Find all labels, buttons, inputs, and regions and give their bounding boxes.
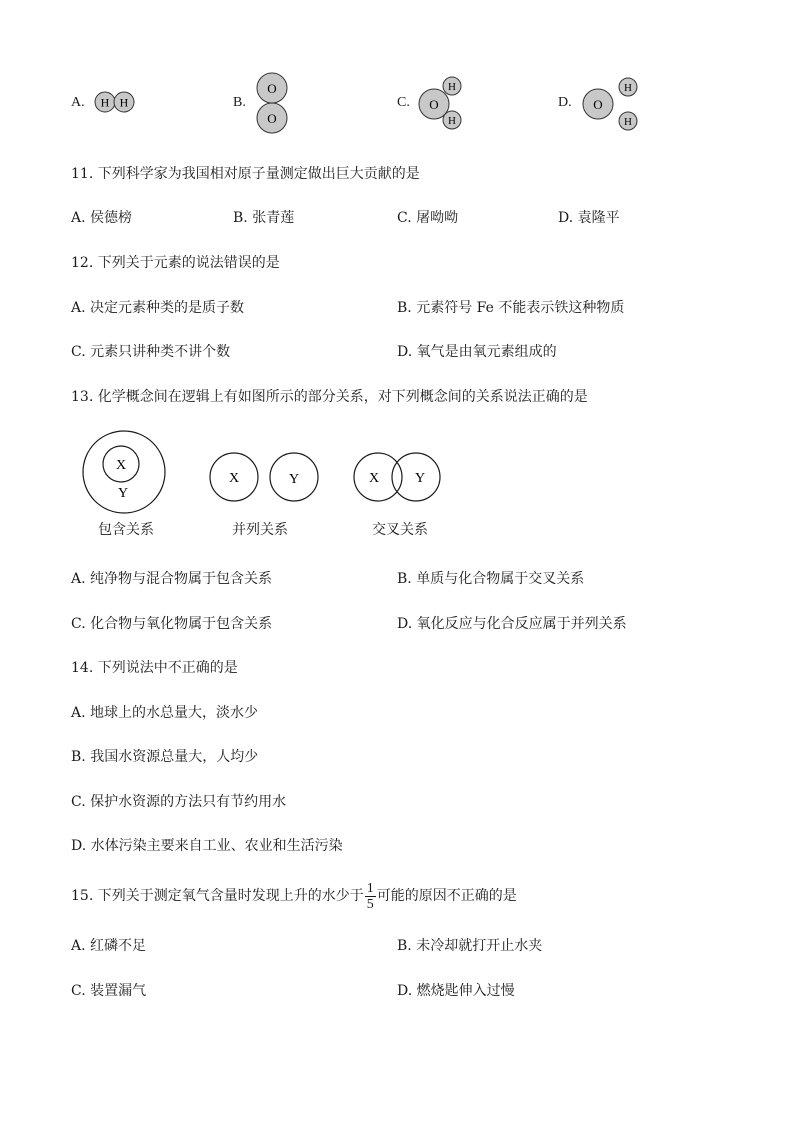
q15-fraction-denominator: 5 — [366, 896, 374, 912]
q13-option-b: B. 单质与化合物属于交叉关系 — [397, 571, 585, 587]
q13-option-d: D. 氧化反应与化合反应属于并列关系 — [397, 616, 627, 632]
q10-option-b-model — [253, 70, 293, 136]
q13-diagram-label-containment: 包含关系 — [98, 522, 154, 538]
q12-option-d: D. 氧气是由氧元素组成的 — [397, 344, 557, 360]
q14-option-a: A. 地球上的水总量大，淡水少 — [71, 705, 259, 721]
parallel-x-label: X — [228, 471, 240, 486]
q13-option-c: C. 化合物与氧化物属于包含关系 — [71, 616, 273, 632]
q12-option-c: C. 元素只讲种类不讲个数 — [71, 344, 231, 360]
q14-option-d: D. 水体污染主要来自工业、农业和生活污染 — [71, 838, 343, 854]
q13-diagram-label-intersection: 交叉关系 — [372, 522, 428, 538]
q15-question-text-after: 可能的原因不正确的是 — [376, 888, 517, 904]
q15-option-b: B. 未冷却就打开止水夹 — [397, 938, 543, 954]
q13-diagram-label-parallel: 并列关系 — [232, 522, 288, 538]
intersection-x-label: X — [368, 471, 380, 486]
intersection-y-label: Y — [414, 471, 426, 486]
q10-b-atom-2: O — [267, 111, 277, 126]
q15-fraction-numerator: 1 — [366, 880, 374, 896]
q14-option-b: B. 我国水资源总量大，人均少 — [71, 749, 259, 765]
q10-option-d-model — [580, 74, 644, 132]
q13-question: 13. 化学概念间在逻辑上有如图所示的部分关系，对下列概念间的关系说法正确的是 — [71, 389, 588, 405]
q10-d-atom-3: H — [624, 116, 632, 128]
q10-option-c-model — [416, 74, 466, 132]
q10-c-atom-1: O — [429, 97, 439, 112]
q11-option-d: D. 袁隆平 — [558, 210, 620, 226]
q10-c-atom-2: H — [448, 81, 456, 93]
q10-d-atom-1: O — [593, 97, 603, 112]
q10-a-atom-2: H — [119, 95, 129, 110]
q15-option-c: C. 装置漏气 — [71, 983, 147, 999]
q15-question — [71, 876, 517, 916]
q13-option-a: A. 纯净物与混合物属于包含关系 — [71, 571, 273, 587]
q10-c-atom-3: H — [448, 115, 456, 127]
q10-option-b-label: B. — [233, 95, 246, 110]
containment-x-label: X — [115, 458, 127, 473]
q11-option-b: B. 张青莲 — [233, 210, 295, 226]
q15-option-d: D. 燃烧匙伸入过慢 — [397, 983, 515, 999]
q15-fraction — [365, 881, 376, 912]
q14-option-c: C. 保护水资源的方法只有节约用水 — [71, 794, 287, 810]
q10-d-atom-2: H — [624, 82, 632, 94]
q15-question-text-before: 15. 下列关于测定氧气含量时发现上升的水少于 — [71, 888, 364, 904]
q10-option-a-label: A. — [71, 95, 85, 110]
q10-b-atom-1: O — [267, 81, 277, 96]
q10-a-atom-1: H — [100, 95, 110, 110]
containment-y-label: Y — [117, 486, 129, 501]
q11-option-a: A. 侯德榜 — [71, 210, 133, 226]
q10-option-a-model — [92, 88, 138, 118]
q12-option-b: B. 元素符号 Fe 不能表示铁这种物质 — [397, 300, 625, 316]
q12-question: 12. 下列关于元素的说法错误的是 — [71, 255, 280, 271]
q10-option-c-label: C. — [397, 95, 410, 110]
q12-option-a: A. 决定元素种类的是质子数 — [71, 300, 245, 316]
parallel-y-label: Y — [288, 472, 300, 487]
q10-option-d-label: D. — [558, 95, 572, 110]
q11-question: 11. 下列科学家为我国相对原子量测定做出巨大贡献的是 — [71, 166, 420, 182]
q15-option-a: A. 红磷不足 — [71, 938, 147, 954]
q10-options — [0, 70, 794, 140]
q11-option-c: C. 屠呦呦 — [397, 210, 459, 226]
q14-question: 14. 下列说法中不正确的是 — [71, 660, 238, 676]
